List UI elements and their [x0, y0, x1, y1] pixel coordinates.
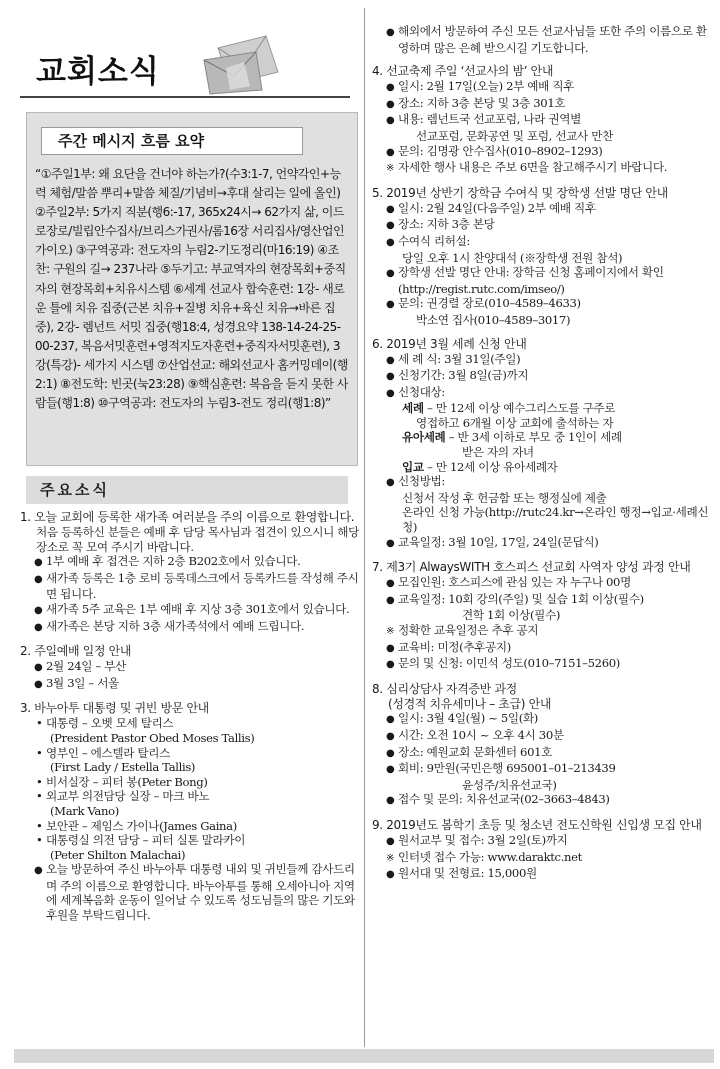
- summary-heading: 주간 메시지 흐름 요약: [41, 127, 303, 155]
- bullet: ● 신청기간: 3월 8일(금)까지: [372, 368, 712, 385]
- item-continuation: (Mark Vano): [50, 803, 119, 818]
- dot-item: • 보안관 – 제임스 가이나(James Gaina): [20, 819, 360, 834]
- bullet: ● 새가족 등록은 1층 로비 등록데스크에서 등록카드를 작성해 주시면 됩니다.: [20, 571, 360, 602]
- news-item-6: [372, 337, 712, 552]
- bullet: ● 교육비: 미정(추후공지): [372, 640, 712, 657]
- bullet: ● 새가족 5주 교육은 1부 예배 후 지상 3층 301호에서 있습니다.: [20, 602, 360, 619]
- bullet: ● 장소: 지하 3층 본당: [372, 217, 712, 234]
- left-column: [20, 10, 360, 1047]
- item-continuation: 받은 자의 자녀: [462, 445, 534, 460]
- bullet: ● 원서대 및 전형료: 15,000원: [372, 866, 712, 883]
- news-item-5: [372, 186, 712, 328]
- bullet: ● 해외에서 방문하여 주신 모든 선교사님들 또한 주의 이름으로 환영하며 많은 은혜 받으시길 기도합니다.: [372, 24, 712, 55]
- news-right: [372, 24, 712, 883]
- bullet: ● 수여식 리허설:: [372, 234, 712, 251]
- dot-item: • 영부인 – 에스텔라 탈리스: [20, 746, 360, 761]
- news-item-2: [20, 644, 360, 692]
- bullet: ● 일시: 3월 4일(월) ~ 5일(화): [372, 711, 712, 728]
- bullet: ● 1부 예배 후 접견은 지하 2층 B202호에서 있습니다.: [20, 554, 360, 571]
- news-heading: 주요소식: [26, 476, 348, 504]
- item-continuation: 온라인 신청 가능(http://rutc24.kr→온라인 행정→입교·세례신청): [402, 505, 709, 535]
- item-title: 9. 2019년도 봄학기 초등 및 청소년 전도신학원 신입생 모집 안내: [372, 817, 702, 832]
- dot-item: • 대통령 – 오벳 모세 탈리스: [20, 716, 360, 731]
- summary-text: “①주일1부: 왜 요단을 건너야 하는가?(수3:1-7, 언약각인+능력 체험/말씀 뿌리+말씀 체질/기념비→후대 살리는 일에 올인) ②주일2부: 5가지 직분(행6:-17, 365x24시→ 62가지 삶, 이드로장로/빌립안수집사/브리스가권사/롬16장 서리집사/영산업인 가이오) ③구역공과: 전도자의 누림2-기도정리(마16:19) ④조찬: 구원의 길→ 237나라 ⑤두기고: 부교역자의 현장목회+중직자의 현장목회+치유시스템 ⑥세계 선교사 합숙훈련: 1강- 새로운 틀에 치유 집중(근본 치유+질병 치유+육신 치유→바른 집중), 2강- 렘넌트 서밋 집중(행18:4, 성경요약 138-14-24-25-00-237, 복음서밋훈련+영적지도자훈련+중직자서밋훈련), 3강(특강)- 세가지 시스템 ⑦산업선교: 해외선교사 홈커밍데이(행2:1) ⑧전도학: 빈곳(눅23:28) ⑨핵심훈련: 복음을 듣지 못한 사람들(행1:8) ⑩구역공과: 전도자의 누림3-전도 정리(행1:8)”: [35, 167, 348, 411]
- confirmation-label: 입교: [402, 459, 424, 474]
- bullet: ● 교육일정: 3월 10일, 17일, 24일(문답식): [372, 535, 712, 552]
- right-column: [372, 10, 712, 1047]
- baptism-text: – 만 12세 이상 예수그리스도를 구주로: [423, 401, 616, 416]
- baptism-label: 세례: [402, 401, 424, 416]
- note: ※ 자세한 행사 내용은 주보 6면을 참고해주시기 바랍니다.: [372, 160, 712, 177]
- item-title: 3. 바누아투 대통령 및 귀빈 방문 안내: [20, 701, 209, 716]
- item-continuation: 윤성주/치유선교국): [462, 777, 557, 792]
- bullet: ● 문의 및 신청: 이민석 성도(010–7151–5260): [372, 656, 712, 673]
- news-item-9: [372, 818, 712, 883]
- item-title: 4. 선교축제 주일 ‘선교사의 밤’ 안내: [372, 64, 554, 79]
- item-continuation: 견학 1회 이상(필수): [462, 608, 560, 623]
- bullet: ● 장소: 예원교회 문화센터 601호: [372, 745, 712, 762]
- item-title: 6. 2019년 3월 세례 신청 안내: [372, 336, 527, 351]
- baptism-row: [372, 401, 712, 416]
- dot-item: • 비서실장 – 피터 봉(Peter Bong): [20, 775, 360, 790]
- confirmation-text: – 만 12세 이상 유아세례자: [423, 459, 558, 474]
- item-continuation: 선교포럼, 문화공연 및 포럼, 선교사 만찬: [416, 128, 613, 143]
- bullet: ● 회비: 9만원(국민은행 695001–01–213439: [372, 761, 712, 778]
- bullet: ● 내용: 렘넌트국 선교포럼, 나라 권역별: [372, 112, 712, 129]
- page-title: 교회소식: [36, 54, 160, 90]
- column-divider: [364, 8, 365, 1047]
- news-item-3-continued: [372, 24, 712, 55]
- bullet: ● 신청방법:: [372, 474, 712, 491]
- item-title: 5. 2019년 상반기 장학금 수여식 및 장학생 선발 명단 안내: [372, 185, 668, 200]
- note: ※ 인터넷 접수 가능: www.daraktc.net: [372, 850, 712, 867]
- item-continuation: 신청서 작성 후 헌금함 또는 행정실에 제출: [402, 490, 607, 505]
- news-item-8: [372, 682, 712, 809]
- bullet: ● 장소: 지하 3층 본당 및 3층 301호: [372, 96, 712, 113]
- dot-item: • 대통령실 의전 담당 – 피터 실톤 말라카이: [20, 833, 360, 848]
- bullet: ● 문의: 김명광 안수집사(010–8902–1293): [372, 144, 712, 161]
- bullet: ● 3월 3일 – 서울: [20, 676, 360, 693]
- confirmation-row: [372, 460, 712, 475]
- infant-baptism-text: – 반 3세 이하로 부모 중 1인이 세례: [445, 430, 622, 445]
- infant-baptism-label: 유아세례: [402, 430, 446, 445]
- item-text: 처음 등록하신 분들은 예배 후 담당 목사님과 접견이 있으시니 해당 장소로 꼭 모여 주시기 바랍니다.: [36, 525, 359, 554]
- item-title: 1. 오늘 교회에 등록한 새가족 여러분을 주의 이름으로 환영합니다.: [20, 510, 355, 524]
- news-item-3: [20, 701, 360, 922]
- item-continuation: (Peter Shilton Malachai): [50, 847, 186, 862]
- item-continuation: (First Lady / Estella Tallis): [50, 760, 196, 775]
- bullet: ● 시간: 오전 10시 ~ 오후 4시 30분: [372, 728, 712, 745]
- bullet: ● 장학생 선발 명단 안내: 장학금 신청 홈페이지에서 확인 (http://regist.rutc.com/imseo/): [372, 265, 712, 296]
- item-title: 2. 주일예배 일정 안내: [20, 644, 132, 659]
- bullet: ● 오늘 방문하여 주신 바누아투 대통령 내외 및 귀빈들께 감사드리며 주의 이름으로 환영합니다. 바누아투를 통해 오세아니아 지역에 세계복음화 운동이 일어날 수 있도록 성도님들의 많은 기도와 후원을 부탁드립니다.: [20, 862, 360, 922]
- bullet: ● 일시: 2월 17일(오늘) 2부 예배 직후: [372, 79, 712, 96]
- bullet: ● 세 례 식: 3월 31일(주일): [372, 352, 712, 369]
- item-title: 7. 제3기 AlwaysWITH 호스피스 선교회 사역자 양성 과정 안내: [372, 560, 691, 575]
- footer-bar: [14, 1049, 714, 1063]
- masthead: [20, 10, 360, 102]
- bullet: ● 문의: 권경렬 장로(010–4589–4633): [372, 296, 712, 313]
- news-left: [20, 510, 360, 923]
- item-title: 8. 심리상담사 자격증반 과정: [372, 681, 517, 696]
- note: ※ 정확한 교육일정은 추후 공지: [372, 623, 712, 640]
- item-continuation: 영접하고 6개월 이상 교회에 출석하는 자: [416, 415, 614, 430]
- item-subtitle: (성경적 치유세미나 – 초급) 안내: [388, 696, 552, 711]
- item-continuation: 박소연 집사(010–4589–3017): [416, 312, 571, 327]
- bullet: ● 접수 및 문의: 치유선교국(02–3663–4843): [372, 792, 712, 809]
- bullet: ● 새가족은 본당 지하 3층 새가족석에서 예배 드립니다.: [20, 619, 360, 636]
- news-item-1: [20, 510, 360, 635]
- infant-baptism-row: [372, 430, 712, 445]
- message-summary-box: [26, 112, 358, 466]
- bullet: ● 일시: 2월 24일(다음주일) 2부 예배 직후: [372, 201, 712, 218]
- item-continuation: (President Pastor Obed Moses Tallis): [50, 730, 255, 745]
- bullet: ● 모집인원: 호스피스에 관심 있는 자 누구나 00명: [372, 575, 712, 592]
- title-underline: [20, 96, 350, 98]
- news-item-7: [372, 560, 712, 673]
- envelope-icon: [196, 32, 288, 96]
- dot-item: • 외교부 의전담당 실장 – 마크 바노: [20, 789, 360, 804]
- item-continuation: 당일 오후 1시 찬양대석 (※장학생 전원 참석): [402, 250, 623, 265]
- bullet: ● 신청대상:: [372, 385, 712, 402]
- bullet: ● 원서교부 및 접수: 3월 2일(토)까지: [372, 833, 712, 850]
- news-item-4: [372, 64, 712, 177]
- bullet: ● 2월 24일 – 부산: [20, 659, 360, 676]
- bullet: ● 교육일정: 10회 강의(주일) 및 실습 1회 이상(필수): [372, 592, 712, 609]
